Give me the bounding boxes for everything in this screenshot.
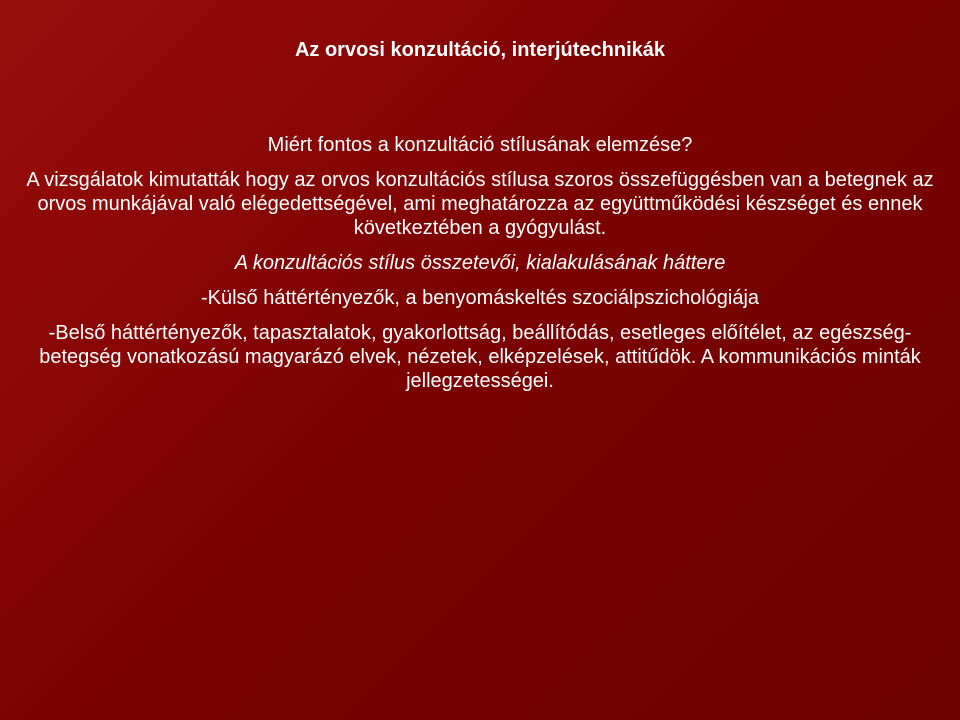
slide-body <box>20 133 940 404</box>
external-factors-text: -Külső háttértényezők, a benyomáskeltés szociálpszichológiája <box>200 287 760 309</box>
question-text: Miért fontos a konzultáció stílusának elemzése? <box>267 134 693 156</box>
paragraph-findings: A vizsgálatok kimutatták hogy az orvos konzultációs stílusa szoros összefüggésben van a betegnek az orvos munkájával való elégedettségével, ami meghatározza az együttműködési készséget és ennek következtében a gyógyulást. <box>26 169 934 239</box>
internal-factors-text: -Belső háttértényezők, tapasztalatok, gyakorlottság, beállítódás, esetleges előítélet, az egészség-betegség vonatkozású magyarázó elvek, nézetek, elképzelések, attitűdök. A kommunikációs minták jellegzetességei. <box>39 322 921 392</box>
slide-title: Az orvosi konzultáció, interjútechnikák <box>294 39 666 61</box>
subheading-components: A konzultációs stílus összetevői, kialakulásának háttere <box>234 252 726 274</box>
